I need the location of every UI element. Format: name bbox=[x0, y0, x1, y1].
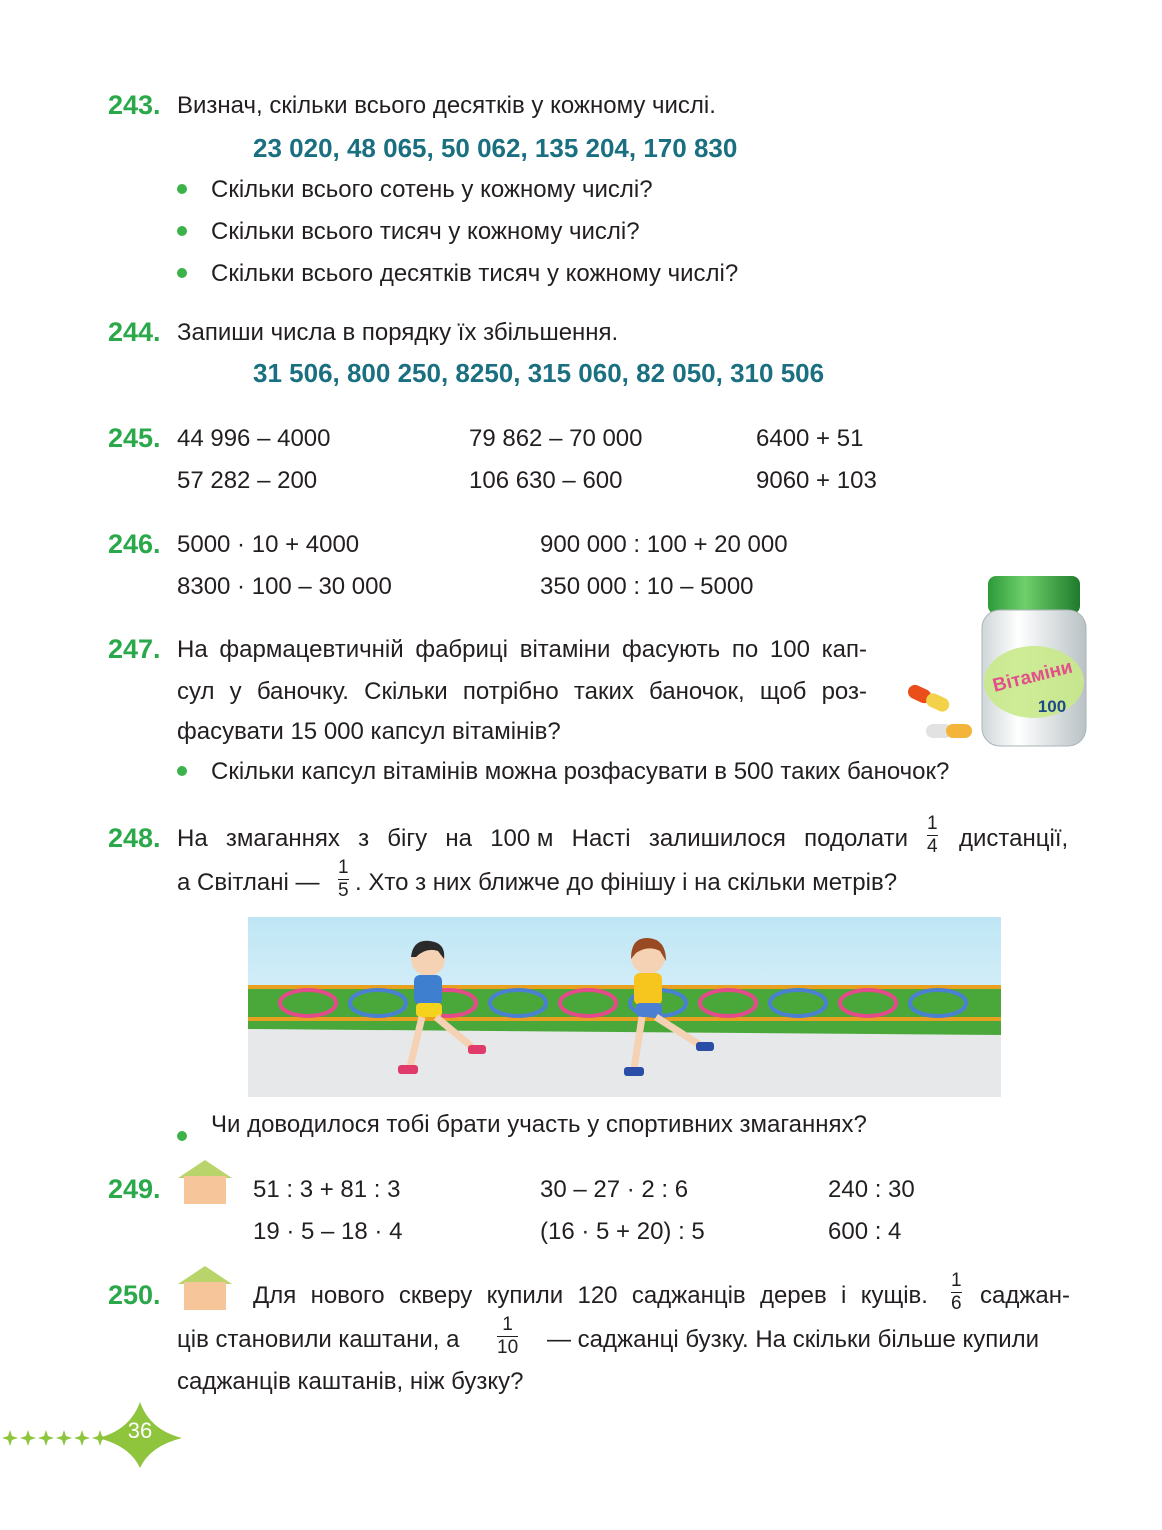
fraction-denominator: 5 bbox=[338, 880, 349, 901]
word: з bbox=[358, 825, 370, 852]
exercise-250-line-3: саджанців каштанів, ніж бузку? bbox=[177, 1368, 524, 1395]
exercise-245-expr: 9060 + 103 bbox=[756, 467, 877, 494]
exercise-250-line-2-end: — саджанці бузку. На скільки більше купили bbox=[547, 1326, 1040, 1353]
jar-label-text: Вітаміни bbox=[990, 656, 1075, 697]
exercise-number-248: 248. bbox=[108, 823, 161, 853]
fraction-numerator: 1 bbox=[502, 1314, 513, 1335]
word: на bbox=[445, 825, 472, 852]
word: купили bbox=[486, 1282, 564, 1309]
exercise-249-expr: 600 : 4 bbox=[828, 1218, 902, 1245]
exercise-248-bullet: Чи доводилося тобі брати участь у спортивних змаганнях? bbox=[211, 1111, 867, 1138]
fraction-one-sixth bbox=[951, 1271, 962, 1314]
exercise-250-line-2-start: ців становили каштани, а bbox=[177, 1326, 460, 1353]
homework-house-icon bbox=[176, 1264, 234, 1312]
word: змаганнях bbox=[225, 825, 340, 852]
exercise-243-bullet-1: Скільки всього сотень у кожному числі? bbox=[211, 176, 653, 203]
vitamin-jar-illustration bbox=[900, 570, 1100, 750]
exercise-248-line-2-start: а Світлані — bbox=[177, 869, 320, 896]
bullet-dot bbox=[177, 184, 187, 194]
word: саджанців bbox=[631, 1282, 746, 1309]
exercise-247-line-2: сул у баночку. Скільки потрібно таких баночок, щоб роз- bbox=[177, 678, 867, 705]
capsule-1 bbox=[906, 683, 952, 714]
exercise-246-expr: 5000 · 10 + 4000 bbox=[177, 531, 360, 558]
exercise-247-bullet: Скільки капсул вітамінів можна розфасувати в 500 таких баночок? bbox=[211, 758, 950, 785]
exercise-246-expr: 350 000 : 10 – 5000 bbox=[540, 573, 754, 600]
word: Насті bbox=[571, 825, 631, 852]
word: скверу bbox=[398, 1282, 473, 1309]
exercise-249-expr: (16 · 5 + 20) : 5 bbox=[540, 1218, 705, 1245]
exercise-245-expr: 44 996 – 4000 bbox=[177, 425, 331, 452]
exercise-number-244: 244. bbox=[108, 317, 161, 347]
page-number: 36 bbox=[127, 1418, 153, 1443]
fraction-denominator: 10 bbox=[497, 1337, 519, 1358]
exercise-249-expr: 19 · 5 – 18 · 4 bbox=[253, 1218, 403, 1245]
word: На bbox=[177, 825, 208, 852]
bullet-dot bbox=[177, 1131, 187, 1141]
word: нового bbox=[310, 1282, 385, 1309]
jar-cap bbox=[988, 576, 1080, 614]
word: кущів. bbox=[860, 1282, 928, 1309]
word: залишилося bbox=[648, 825, 786, 852]
exercise-248-line-1-end: дистанції, bbox=[959, 825, 1069, 852]
fraction-denominator: 6 bbox=[951, 1293, 962, 1314]
fraction-one-quarter bbox=[927, 814, 938, 857]
bullet-dot bbox=[177, 268, 187, 278]
fraction-numerator: 1 bbox=[338, 857, 349, 878]
word: і bbox=[841, 1282, 847, 1309]
exercise-249-expr: 51 : 3 + 81 : 3 bbox=[253, 1176, 401, 1203]
fraction-denominator: 4 bbox=[927, 836, 938, 857]
page-number-ornament bbox=[0, 1400, 200, 1470]
word: бігу bbox=[387, 825, 428, 852]
exercise-250-line-1-end: саджан- bbox=[980, 1282, 1070, 1309]
jar-label-number: 100 bbox=[1037, 697, 1067, 716]
fraction-numerator: 1 bbox=[951, 1270, 962, 1291]
exercise-246-expr: 900 000 : 100 + 20 000 bbox=[540, 531, 788, 558]
exercise-number-246: 246. bbox=[108, 529, 161, 559]
exercise-243-text: Визнач, скільки всього десятків у кожному числі. bbox=[177, 92, 716, 119]
exercise-243-numbers: 23 020, 48 065, 50 062, 135 204, 170 830 bbox=[253, 133, 738, 163]
running-track bbox=[248, 1029, 1001, 1097]
exercise-244-numbers: 31 506, 800 250, 8250, 315 060, 82 050, 310 506 bbox=[253, 358, 825, 388]
homework-house-icon bbox=[176, 1158, 234, 1206]
bullet-dot bbox=[177, 226, 187, 236]
running-girls-illustration bbox=[248, 917, 1001, 1097]
exercise-number-247: 247. bbox=[108, 634, 161, 664]
fraction-one-fifth bbox=[338, 858, 349, 901]
exercise-249-expr: 240 : 30 bbox=[828, 1176, 915, 1203]
exercise-245-expr: 79 862 – 70 000 bbox=[469, 425, 643, 452]
exercise-249-expr: 30 – 27 · 2 : 6 bbox=[540, 1176, 689, 1203]
exercise-244-text: Запиши числа в порядку їх збільшення. bbox=[177, 319, 619, 346]
word: 100 м bbox=[490, 825, 554, 852]
exercise-number-243: 243. bbox=[108, 90, 161, 120]
exercise-248-line-2-end: . Хто з них ближче до фінішу і на скільки метрів? bbox=[355, 869, 898, 896]
exercise-250-line-1 bbox=[253, 1282, 928, 1310]
exercise-245-expr: 6400 + 51 bbox=[756, 425, 864, 452]
star-dots bbox=[2, 1430, 108, 1446]
exercise-246-expr: 8300 · 100 – 30 000 bbox=[177, 573, 392, 600]
exercise-245-expr: 106 630 – 600 bbox=[469, 467, 623, 494]
exercise-number-249: 249. bbox=[108, 1174, 161, 1204]
word: подолати bbox=[804, 825, 908, 852]
exercise-243-bullet-2: Скільки всього тисяч у кожному числі? bbox=[211, 218, 640, 245]
word: дерев bbox=[759, 1282, 827, 1309]
exercise-number-250: 250. bbox=[108, 1280, 161, 1310]
word: Для bbox=[253, 1282, 297, 1309]
word: 120 bbox=[577, 1282, 618, 1309]
exercise-247-line-3: фасувати 15 000 капсул вітамінів? bbox=[177, 718, 561, 745]
exercise-243-bullet-3: Скільки всього десятків тисяч у кожному числі? bbox=[211, 260, 739, 287]
fraction-one-tenth bbox=[497, 1315, 518, 1358]
capsule-2 bbox=[926, 724, 972, 738]
exercise-number-245: 245. bbox=[108, 423, 161, 453]
exercise-245-expr: 57 282 – 200 bbox=[177, 467, 318, 494]
fraction-numerator: 1 bbox=[927, 813, 938, 834]
exercise-247-line-1: На фармацевтичній фабриці вітаміни фасують по 100 кап- bbox=[177, 636, 867, 663]
bullet-dot bbox=[177, 766, 187, 776]
exercise-248-line-1 bbox=[177, 825, 908, 853]
